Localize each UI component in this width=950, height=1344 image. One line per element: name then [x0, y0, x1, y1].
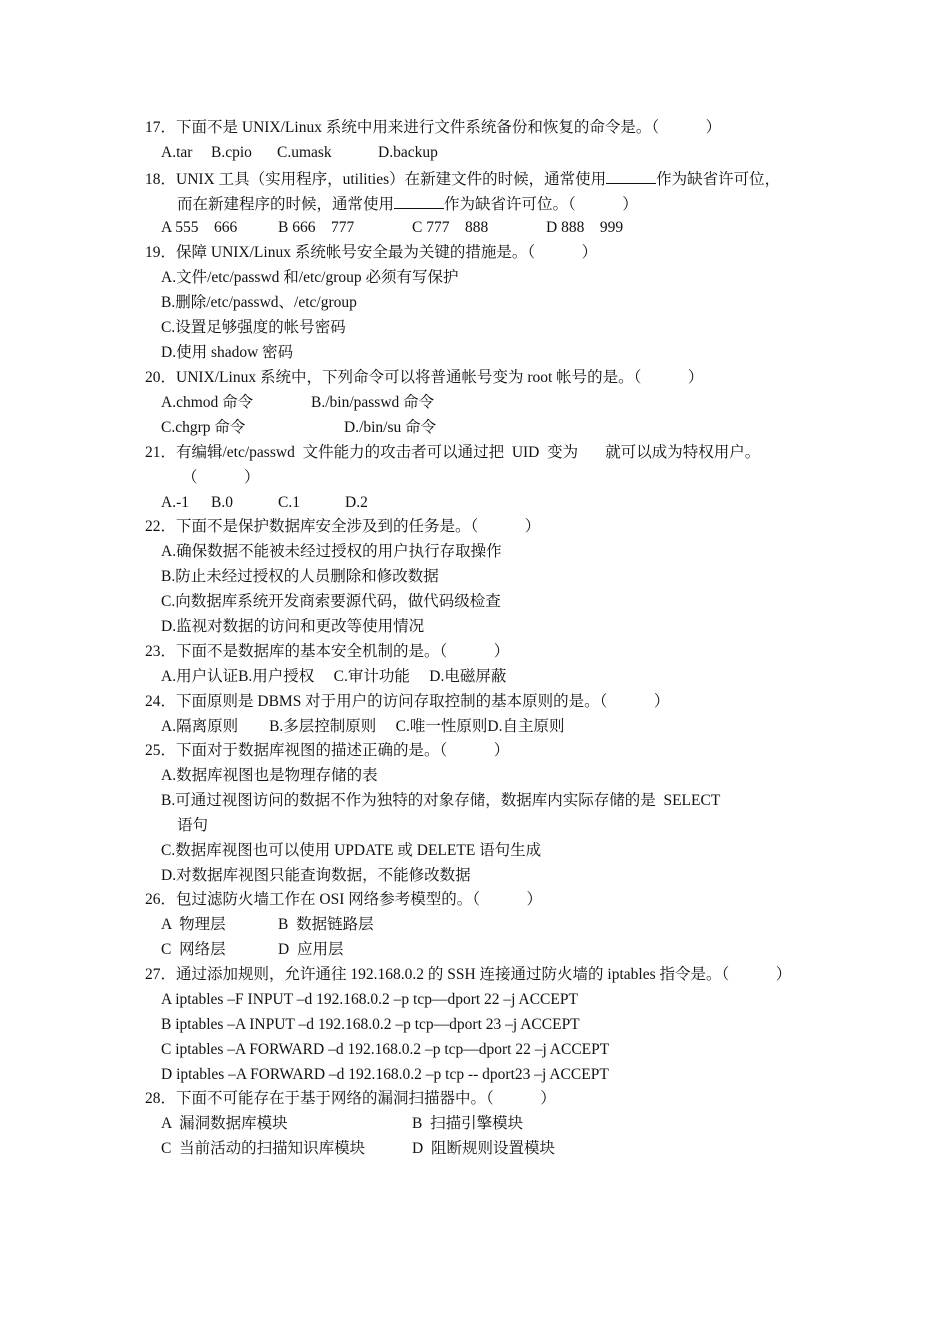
option-c: C 网络层 [161, 941, 226, 958]
option-c: C.umask [277, 144, 332, 161]
question-21: 21．有编辑/etc/passwd 文件能力的攻击者可以通过把 UID 变为 就可以成为特权用户。 [145, 444, 761, 461]
option-d: D iptables –A FORWARD –d 192.168.0.2 –p tcp -- dport23 –j ACCEPT [161, 1066, 609, 1083]
question-20: 20．UNIX/Linux 系统中，下列命令可以将普通帐号变为 root 帐号的是。（ ） [145, 369, 704, 386]
question-22: 22．下面不是保护数据库安全涉及到的任务是。（ ） [145, 518, 541, 535]
question-18-text-c: 而在新建程序的时候，通常使用 [177, 196, 395, 213]
question-17: 17．下面不是 UNIX/Linux 系统中用来进行文件系统备份和恢复的命令是。（ ） [145, 119, 722, 136]
question-27: 27．通过添加规则，允许通往 192.168.0.2 的 SSH 连接通过防火墙的 iptables 指令是。（ ） [145, 966, 792, 983]
question-25: 25．下面对于数据库视图的描述正确的是。（ ） [145, 742, 510, 759]
option-c: C.1 [278, 494, 300, 511]
answer-blank [606, 168, 656, 184]
option-b: B 扫描引擎模块 [412, 1115, 524, 1132]
option-c: C 当前活动的扫描知识库模块 [161, 1140, 366, 1157]
question-19: 19．保障 UNIX/Linux 系统帐号安全最为关键的措施是。（ ） [145, 244, 598, 261]
option-b: B iptables –A INPUT –d 192.168.0.2 –p tcp—dport 23 –j ACCEPT [161, 1016, 580, 1033]
question-24: 24．下面原则是 DBMS 对于用户的访问存取控制的基本原则的是。（ ） [145, 693, 670, 710]
option-b: B.防止未经过授权的人员删除和修改数据 [161, 568, 439, 585]
option-b: B.0 [211, 494, 233, 511]
option-d: D 应用层 [278, 941, 344, 958]
question-28-options-row2 [161, 1139, 661, 1219]
question-18 [145, 168, 780, 190]
option-a: A 555 666 [161, 219, 238, 236]
option-c: C.chgrp 命令 [161, 419, 246, 436]
option-a: A.文件/etc/passwd 和/etc/group 必须有写保护 [161, 269, 459, 286]
option-d: D.2 [345, 494, 368, 511]
option-b: B.可通过视图访问的数据不作为独特的对象存储，数据库内实际存储的是 SELECT [161, 792, 721, 809]
option-a: A.数据库视图也是物理存储的表 [161, 767, 378, 784]
option-c: C 777 888 [412, 219, 489, 236]
option-c: C iptables –A FORWARD –d 192.168.0.2 –p tcp—dport 22 –j ACCEPT [161, 1041, 610, 1058]
option-b: B.删除/etc/passwd、/etc/group [161, 294, 357, 311]
option-d: D.监视对数据的访问和更改等使用情况 [161, 618, 425, 635]
option-d: D.对数据库视图只能查询数据，不能修改数据 [161, 867, 471, 884]
question-28: 28．下面不可能存在于基于网络的漏洞扫描器中。（ ） [145, 1090, 556, 1107]
option-a: A.确保数据不能被未经过授权的用户执行存取操作 [161, 543, 502, 560]
option-a: A.tar [161, 144, 193, 161]
option-b: B 666 777 [278, 219, 355, 236]
option-d: D 阻断规则设置模块 [412, 1140, 555, 1157]
option-c: C.数据库视图也可以使用 UPDATE 或 DELETE 语句生成 [161, 842, 542, 859]
option-a: A.-1 [161, 494, 189, 511]
question-23-options: A.用户认证B.用户授权 C.审计功能 D.电磁屏蔽 [161, 668, 507, 685]
option-a: A iptables –F INPUT –d 192.168.0.2 –p tcp—dport 22 –j ACCEPT [161, 991, 578, 1008]
answer-blank [394, 193, 444, 209]
option-b: B.cpio [211, 144, 252, 161]
question-18-text-d: 作为缺省许可位。（ ） [444, 196, 638, 213]
option-d: D./bin/su 命令 [344, 419, 437, 436]
question-26: 26．包过滤防火墙工作在 OSI 网络参考模型的。（ ） [145, 891, 542, 908]
option-a: A.chmod 命令 [161, 394, 254, 411]
question-23: 23．下面不是数据库的基本安全机制的是。（ ） [145, 643, 510, 660]
question-24-options: A.隔离原则 B.多层控制原则 C.唯一性原则D.自主原则 [161, 718, 565, 735]
option-d: D 888 999 [546, 219, 624, 236]
option-b-continued: 语句 [177, 817, 209, 834]
option-a: A 物理层 [161, 916, 226, 933]
question-18-continued [177, 193, 638, 215]
option-c: C.向数据库系统开发商索要源代码，做代码级检查 [161, 593, 501, 610]
question-18-text-b: 作为缺省许可位， [656, 171, 781, 188]
option-b: B 数据链路层 [278, 916, 374, 933]
option-d: D.backup [378, 144, 438, 161]
option-d: D.使用 shadow 密码 [161, 344, 294, 361]
option-c: C.设置足够强度的帐号密码 [161, 319, 346, 336]
option-b: B./bin/passwd 命令 [311, 394, 435, 411]
option-a: A 漏洞数据库模块 [161, 1115, 288, 1132]
question-21-continued: （ ） [182, 469, 260, 486]
question-18-text-a: 18．UNIX 工具（实用程序，utilities）在新建文件的时候，通常使用 [145, 171, 607, 188]
